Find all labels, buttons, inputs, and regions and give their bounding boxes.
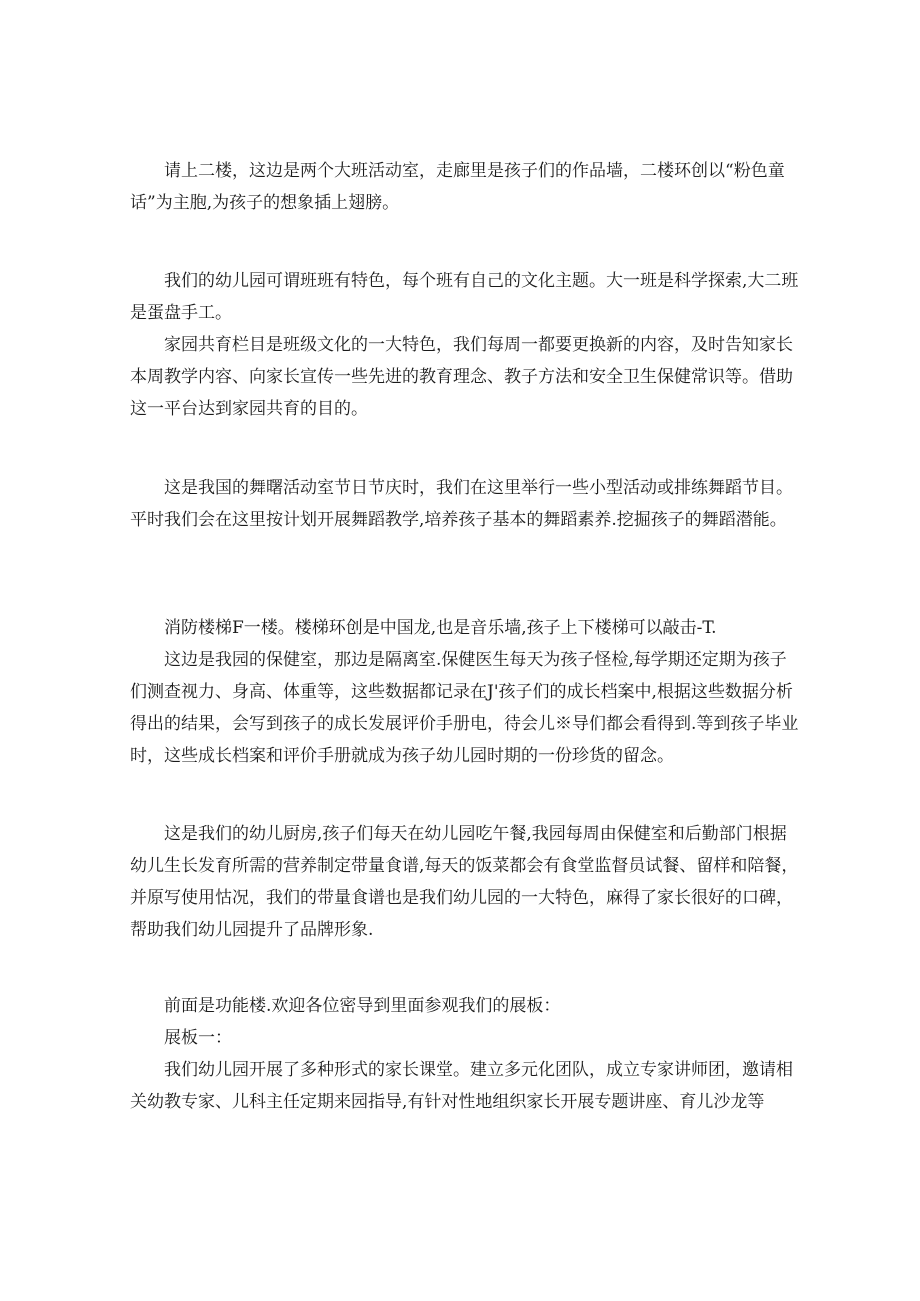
paragraph: 请上二楼，这边是两个大班活动室，走廊里是孩子们的作品墙，二楼环创以“粉色童话”为主胞,为孩子的想象插上翅膀。 — [130, 161, 785, 213]
text-section-6 — [130, 990, 800, 1118]
paragraph: 这是我们的幼儿厨房,孩子们每天在幼儿园吃午餐,我园每周由保健室和后勤部门根据幼儿生长发育所需的营养制定带量食谱,每天的饭菜都会有食堂监督员试餐、留样和陪餐，并原写使用怙况，我们的带量食谱也是我们幼儿园的一大特色，麻得了家长很好的口碑，帮助我们幼儿园提升了品牌形象. — [130, 824, 799, 940]
text-section-3 — [130, 472, 800, 536]
paragraph: 我们幼儿园开展了多种形式的家长课堂。建立多元化团队，成立专家讲师团，邀请相关幼教专家、儿科主任定期来园指导,有针对性地组织家长开展专题讲座、育儿沙龙等 — [130, 1060, 793, 1112]
text-section-2 — [130, 265, 800, 425]
paragraph: 家园共育栏目是班级文化的一大特色，我们每周一都要更换新的内容，及时告知家长本周教学内容、向家长宣传一些先进的教育理念、教子方法和安全卫生保健常识等。借助这一平台达到家园共育的目的。 — [130, 335, 793, 419]
paragraph: 前面是功能楼.欢迎各位密导到里面参观我们的展板： — [164, 996, 561, 1016]
text-section-4 — [130, 612, 800, 772]
text-section-5 — [130, 818, 800, 946]
paragraph: 这边是我园的保健室，那边是隔离室.保健医生每天为孩子怪检,每学期还定期为孩子们测查视力、身高、体重等，这些数据都记录在J'孩子们的成长档案中,根据这些数据分析得出的结果，会写到孩子的成长发展评价手册电，待会儿※导们都会看得到.等到孩子毕业时，这些成长档案和评价手册就成为孩子幼儿园时期的一份珍货的留念。 — [130, 650, 799, 766]
text-section-1 — [130, 155, 800, 219]
paragraph: 消防楼梯F一楼。楼梯环创是中国龙,也是音乐墙,孩子上下楼梯可以敲击-T. — [164, 618, 717, 638]
paragraph: 这是我国的舞曙活动室节日节庆时，我们在这里举行一些小型活动或排练舞蹈节目。平时我们会在这里按计划开展舞蹈教学,培养孩子基本的舞蹈素养.挖掘孩子的舞蹈潜能。 — [130, 478, 793, 530]
paragraph: 展板一： — [164, 1028, 232, 1048]
paragraph: 我们的幼儿园可谓班班有特色，每个班有自己的文化主题。大一班是科学探索,大二班是蛋盘手工。 — [130, 271, 799, 323]
